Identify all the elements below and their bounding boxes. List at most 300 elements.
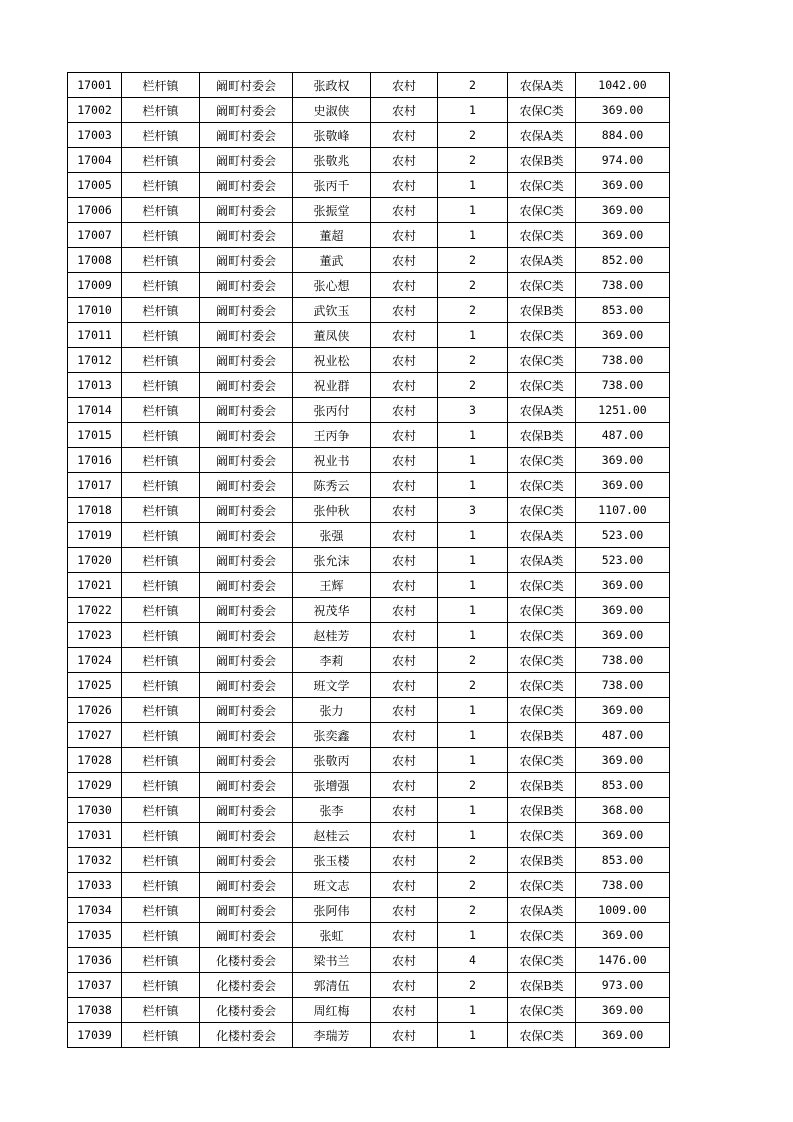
insurance-category-cell: 农保C类 <box>508 573 576 598</box>
amount-cell: 369.00 <box>576 598 670 623</box>
table-row <box>68 98 670 123</box>
row-id-cell: 17018 <box>68 498 122 523</box>
town-cell: 栏杆镇 <box>122 498 200 523</box>
row-id-cell: 17025 <box>68 673 122 698</box>
town-cell: 栏杆镇 <box>122 273 200 298</box>
town-cell: 栏杆镇 <box>122 123 200 148</box>
village-committee-cell: 阚町村委会 <box>200 148 293 173</box>
table-row <box>68 973 670 998</box>
person-name-cell: 张玉楼 <box>293 848 371 873</box>
household-count-cell: 2 <box>438 873 508 898</box>
village-committee-cell: 阚町村委会 <box>200 548 293 573</box>
household-count-cell: 2 <box>438 248 508 273</box>
person-name-cell: 张政权 <box>293 73 371 98</box>
insurance-category-cell: 农保B类 <box>508 148 576 173</box>
village-committee-cell: 阚町村委会 <box>200 273 293 298</box>
village-committee-cell: 阚町村委会 <box>200 823 293 848</box>
person-name-cell: 郭清伍 <box>293 973 371 998</box>
table-row <box>68 373 670 398</box>
residence-type-cell: 农村 <box>371 598 438 623</box>
person-name-cell: 董凤侠 <box>293 323 371 348</box>
person-name-cell: 史淑侠 <box>293 98 371 123</box>
household-count-cell: 2 <box>438 348 508 373</box>
table-row <box>68 748 670 773</box>
person-name-cell: 李莉 <box>293 648 371 673</box>
village-committee-cell: 阚町村委会 <box>200 923 293 948</box>
person-name-cell: 班文志 <box>293 873 371 898</box>
amount-cell: 369.00 <box>576 323 670 348</box>
household-count-cell: 1 <box>438 523 508 548</box>
table-row <box>68 548 670 573</box>
insurance-category-cell: 农保C类 <box>508 873 576 898</box>
amount-cell: 523.00 <box>576 548 670 573</box>
village-committee-cell: 阚町村委会 <box>200 798 293 823</box>
residence-type-cell: 农村 <box>371 848 438 873</box>
row-id-cell: 17032 <box>68 848 122 873</box>
insurance-category-cell: 农保C类 <box>508 923 576 948</box>
row-id-cell: 17008 <box>68 248 122 273</box>
row-id-cell: 17011 <box>68 323 122 348</box>
residence-type-cell: 农村 <box>371 998 438 1023</box>
residence-type-cell: 农村 <box>371 448 438 473</box>
town-cell: 栏杆镇 <box>122 573 200 598</box>
insurance-category-cell: 农保C类 <box>508 198 576 223</box>
household-count-cell: 1 <box>438 1023 508 1048</box>
residence-type-cell: 农村 <box>371 423 438 448</box>
household-count-cell: 1 <box>438 173 508 198</box>
person-name-cell: 张丙付 <box>293 398 371 423</box>
town-cell: 栏杆镇 <box>122 223 200 248</box>
row-id-cell: 17034 <box>68 898 122 923</box>
household-count-cell: 2 <box>438 773 508 798</box>
person-name-cell: 王辉 <box>293 573 371 598</box>
row-id-cell: 17030 <box>68 798 122 823</box>
table-row <box>68 898 670 923</box>
table-row <box>68 1023 670 1048</box>
amount-cell: 487.00 <box>576 423 670 448</box>
row-id-cell: 17014 <box>68 398 122 423</box>
residence-type-cell: 农村 <box>371 698 438 723</box>
town-cell: 栏杆镇 <box>122 723 200 748</box>
household-count-cell: 3 <box>438 498 508 523</box>
amount-cell: 369.00 <box>576 98 670 123</box>
amount-cell: 369.00 <box>576 448 670 473</box>
insurance-category-cell: 农保C类 <box>508 948 576 973</box>
household-count-cell: 1 <box>438 723 508 748</box>
village-committee-cell: 阚町村委会 <box>200 773 293 798</box>
person-name-cell: 张敬峰 <box>293 123 371 148</box>
amount-cell: 1476.00 <box>576 948 670 973</box>
amount-cell: 1107.00 <box>576 498 670 523</box>
amount-cell: 369.00 <box>576 198 670 223</box>
village-committee-cell: 阚町村委会 <box>200 498 293 523</box>
table-row <box>68 298 670 323</box>
row-id-cell: 17002 <box>68 98 122 123</box>
person-name-cell: 张敬兆 <box>293 148 371 173</box>
residence-type-cell: 农村 <box>371 498 438 523</box>
person-name-cell: 张奕鑫 <box>293 723 371 748</box>
insurance-category-cell: 农保C类 <box>508 498 576 523</box>
row-id-cell: 17019 <box>68 523 122 548</box>
town-cell: 栏杆镇 <box>122 373 200 398</box>
table-row <box>68 573 670 598</box>
household-count-cell: 1 <box>438 623 508 648</box>
insurance-category-cell: 农保C类 <box>508 1023 576 1048</box>
residence-type-cell: 农村 <box>371 873 438 898</box>
table-row <box>68 198 670 223</box>
table-row <box>68 348 670 373</box>
table-row <box>68 123 670 148</box>
household-count-cell: 1 <box>438 198 508 223</box>
household-count-cell: 2 <box>438 898 508 923</box>
village-committee-cell: 阚町村委会 <box>200 123 293 148</box>
table-row <box>68 398 670 423</box>
village-committee-cell: 阚町村委会 <box>200 698 293 723</box>
records-table <box>67 72 670 1048</box>
amount-cell: 369.00 <box>576 173 670 198</box>
row-id-cell: 17004 <box>68 148 122 173</box>
town-cell: 栏杆镇 <box>122 873 200 898</box>
residence-type-cell: 农村 <box>371 298 438 323</box>
household-count-cell: 2 <box>438 648 508 673</box>
household-count-cell: 1 <box>438 998 508 1023</box>
residence-type-cell: 农村 <box>371 723 438 748</box>
insurance-category-cell: 农保C类 <box>508 648 576 673</box>
amount-cell: 1251.00 <box>576 398 670 423</box>
amount-cell: 738.00 <box>576 648 670 673</box>
residence-type-cell: 农村 <box>371 223 438 248</box>
village-committee-cell: 阚町村委会 <box>200 323 293 348</box>
town-cell: 栏杆镇 <box>122 1023 200 1048</box>
row-id-cell: 17039 <box>68 1023 122 1048</box>
village-committee-cell: 阚町村委会 <box>200 898 293 923</box>
row-id-cell: 17033 <box>68 873 122 898</box>
person-name-cell: 张力 <box>293 698 371 723</box>
village-committee-cell: 阚町村委会 <box>200 873 293 898</box>
insurance-category-cell: 农保B类 <box>508 798 576 823</box>
row-id-cell: 17007 <box>68 223 122 248</box>
town-cell: 栏杆镇 <box>122 448 200 473</box>
residence-type-cell: 农村 <box>371 823 438 848</box>
household-count-cell: 1 <box>438 748 508 773</box>
amount-cell: 884.00 <box>576 123 670 148</box>
table-row <box>68 848 670 873</box>
village-committee-cell: 阚町村委会 <box>200 398 293 423</box>
person-name-cell: 梁书兰 <box>293 948 371 973</box>
household-count-cell: 1 <box>438 323 508 348</box>
insurance-category-cell: 农保B类 <box>508 773 576 798</box>
table-row <box>68 698 670 723</box>
row-id-cell: 17009 <box>68 273 122 298</box>
village-committee-cell: 阚町村委会 <box>200 523 293 548</box>
village-committee-cell: 阚町村委会 <box>200 223 293 248</box>
residence-type-cell: 农村 <box>371 573 438 598</box>
town-cell: 栏杆镇 <box>122 898 200 923</box>
person-name-cell: 张虹 <box>293 923 371 948</box>
town-cell: 栏杆镇 <box>122 673 200 698</box>
table-row <box>68 998 670 1023</box>
town-cell: 栏杆镇 <box>122 998 200 1023</box>
table-row <box>68 323 670 348</box>
residence-type-cell: 农村 <box>371 673 438 698</box>
amount-cell: 738.00 <box>576 348 670 373</box>
insurance-category-cell: 农保B类 <box>508 973 576 998</box>
row-id-cell: 17023 <box>68 623 122 648</box>
amount-cell: 853.00 <box>576 848 670 873</box>
residence-type-cell: 农村 <box>371 898 438 923</box>
village-committee-cell: 阚町村委会 <box>200 198 293 223</box>
insurance-category-cell: 农保C类 <box>508 448 576 473</box>
town-cell: 栏杆镇 <box>122 973 200 998</box>
town-cell: 栏杆镇 <box>122 623 200 648</box>
village-committee-cell: 阚町村委会 <box>200 248 293 273</box>
row-id-cell: 17021 <box>68 573 122 598</box>
household-count-cell: 2 <box>438 673 508 698</box>
village-committee-cell: 阚町村委会 <box>200 748 293 773</box>
household-count-cell: 1 <box>438 473 508 498</box>
amount-cell: 853.00 <box>576 298 670 323</box>
person-name-cell: 李瑞芳 <box>293 1023 371 1048</box>
amount-cell: 369.00 <box>576 748 670 773</box>
household-count-cell: 2 <box>438 123 508 148</box>
household-count-cell: 2 <box>438 848 508 873</box>
person-name-cell: 张敬丙 <box>293 748 371 773</box>
insurance-category-cell: 农保C类 <box>508 223 576 248</box>
amount-cell: 369.00 <box>576 698 670 723</box>
row-id-cell: 17012 <box>68 348 122 373</box>
residence-type-cell: 农村 <box>371 348 438 373</box>
village-committee-cell: 阚町村委会 <box>200 848 293 873</box>
town-cell: 栏杆镇 <box>122 598 200 623</box>
town-cell: 栏杆镇 <box>122 323 200 348</box>
insurance-category-cell: 农保C类 <box>508 823 576 848</box>
row-id-cell: 17005 <box>68 173 122 198</box>
records-body <box>68 73 670 1048</box>
residence-type-cell: 农村 <box>371 148 438 173</box>
town-cell: 栏杆镇 <box>122 248 200 273</box>
insurance-category-cell: 农保A类 <box>508 548 576 573</box>
amount-cell: 369.00 <box>576 998 670 1023</box>
amount-cell: 973.00 <box>576 973 670 998</box>
residence-type-cell: 农村 <box>371 248 438 273</box>
residence-type-cell: 农村 <box>371 473 438 498</box>
row-id-cell: 17013 <box>68 373 122 398</box>
person-name-cell: 董武 <box>293 248 371 273</box>
town-cell: 栏杆镇 <box>122 848 200 873</box>
person-name-cell: 王丙争 <box>293 423 371 448</box>
row-id-cell: 17026 <box>68 698 122 723</box>
residence-type-cell: 农村 <box>371 398 438 423</box>
insurance-category-cell: 农保C类 <box>508 323 576 348</box>
insurance-category-cell: 农保C类 <box>508 673 576 698</box>
residence-type-cell: 农村 <box>371 198 438 223</box>
amount-cell: 369.00 <box>576 573 670 598</box>
village-committee-cell: 阚町村委会 <box>200 448 293 473</box>
village-committee-cell: 化楼村委会 <box>200 973 293 998</box>
table-row <box>68 423 670 448</box>
village-committee-cell: 化楼村委会 <box>200 998 293 1023</box>
row-id-cell: 17016 <box>68 448 122 473</box>
person-name-cell: 祝茂华 <box>293 598 371 623</box>
person-name-cell: 张允沫 <box>293 548 371 573</box>
village-committee-cell: 阚町村委会 <box>200 623 293 648</box>
household-count-cell: 1 <box>438 923 508 948</box>
table-row <box>68 498 670 523</box>
insurance-category-cell: 农保B类 <box>508 423 576 448</box>
insurance-category-cell: 农保C类 <box>508 273 576 298</box>
person-name-cell: 张李 <box>293 798 371 823</box>
insurance-category-cell: 农保C类 <box>508 598 576 623</box>
household-count-cell: 1 <box>438 548 508 573</box>
town-cell: 栏杆镇 <box>122 523 200 548</box>
residence-type-cell: 农村 <box>371 623 438 648</box>
household-count-cell: 1 <box>438 698 508 723</box>
person-name-cell: 张振堂 <box>293 198 371 223</box>
row-id-cell: 17010 <box>68 298 122 323</box>
insurance-category-cell: 农保C类 <box>508 98 576 123</box>
person-name-cell: 赵桂芳 <box>293 623 371 648</box>
village-committee-cell: 阚町村委会 <box>200 573 293 598</box>
amount-cell: 369.00 <box>576 923 670 948</box>
person-name-cell: 赵桂云 <box>293 823 371 848</box>
village-committee-cell: 阚町村委会 <box>200 473 293 498</box>
residence-type-cell: 农村 <box>371 98 438 123</box>
insurance-category-cell: 农保B类 <box>508 298 576 323</box>
amount-cell: 1009.00 <box>576 898 670 923</box>
row-id-cell: 17001 <box>68 73 122 98</box>
town-cell: 栏杆镇 <box>122 98 200 123</box>
insurance-category-cell: 农保C类 <box>508 748 576 773</box>
town-cell: 栏杆镇 <box>122 198 200 223</box>
row-id-cell: 17029 <box>68 773 122 798</box>
row-id-cell: 17028 <box>68 748 122 773</box>
person-name-cell: 张心想 <box>293 273 371 298</box>
residence-type-cell: 农村 <box>371 123 438 148</box>
insurance-category-cell: 农保A类 <box>508 898 576 923</box>
residence-type-cell: 农村 <box>371 273 438 298</box>
household-count-cell: 2 <box>438 148 508 173</box>
residence-type-cell: 农村 <box>371 548 438 573</box>
row-id-cell: 17037 <box>68 973 122 998</box>
person-name-cell: 董超 <box>293 223 371 248</box>
insurance-category-cell: 农保C类 <box>508 173 576 198</box>
table-row <box>68 673 670 698</box>
household-count-cell: 3 <box>438 398 508 423</box>
table-row <box>68 273 670 298</box>
household-count-cell: 2 <box>438 298 508 323</box>
town-cell: 栏杆镇 <box>122 548 200 573</box>
row-id-cell: 17015 <box>68 423 122 448</box>
residence-type-cell: 农村 <box>371 73 438 98</box>
person-name-cell: 祝业松 <box>293 348 371 373</box>
town-cell: 栏杆镇 <box>122 298 200 323</box>
person-name-cell: 张阿伟 <box>293 898 371 923</box>
amount-cell: 853.00 <box>576 773 670 798</box>
village-committee-cell: 阚町村委会 <box>200 373 293 398</box>
row-id-cell: 17027 <box>68 723 122 748</box>
town-cell: 栏杆镇 <box>122 823 200 848</box>
insurance-category-cell: 农保A类 <box>508 248 576 273</box>
person-name-cell: 班文学 <box>293 673 371 698</box>
amount-cell: 738.00 <box>576 873 670 898</box>
town-cell: 栏杆镇 <box>122 698 200 723</box>
town-cell: 栏杆镇 <box>122 473 200 498</box>
amount-cell: 1042.00 <box>576 73 670 98</box>
village-committee-cell: 阚町村委会 <box>200 723 293 748</box>
amount-cell: 523.00 <box>576 523 670 548</box>
household-count-cell: 1 <box>438 448 508 473</box>
town-cell: 栏杆镇 <box>122 173 200 198</box>
person-name-cell: 张丙千 <box>293 173 371 198</box>
village-committee-cell: 化楼村委会 <box>200 1023 293 1048</box>
town-cell: 栏杆镇 <box>122 348 200 373</box>
amount-cell: 369.00 <box>576 823 670 848</box>
table-row <box>68 623 670 648</box>
table-row <box>68 223 670 248</box>
amount-cell: 369.00 <box>576 223 670 248</box>
town-cell: 栏杆镇 <box>122 148 200 173</box>
row-id-cell: 17017 <box>68 473 122 498</box>
amount-cell: 738.00 <box>576 673 670 698</box>
row-id-cell: 17038 <box>68 998 122 1023</box>
household-count-cell: 1 <box>438 423 508 448</box>
table-row <box>68 948 670 973</box>
village-committee-cell: 阚町村委会 <box>200 348 293 373</box>
residence-type-cell: 农村 <box>371 648 438 673</box>
row-id-cell: 17003 <box>68 123 122 148</box>
table-row <box>68 248 670 273</box>
row-id-cell: 17031 <box>68 823 122 848</box>
insurance-category-cell: 农保C类 <box>508 623 576 648</box>
household-count-cell: 1 <box>438 98 508 123</box>
person-name-cell: 祝业书 <box>293 448 371 473</box>
table-row <box>68 523 670 548</box>
insurance-category-cell: 农保A类 <box>508 73 576 98</box>
village-committee-cell: 阚町村委会 <box>200 98 293 123</box>
insurance-category-cell: 农保C类 <box>508 473 576 498</box>
person-name-cell: 张强 <box>293 523 371 548</box>
row-id-cell: 17036 <box>68 948 122 973</box>
town-cell: 栏杆镇 <box>122 748 200 773</box>
village-committee-cell: 阚町村委会 <box>200 298 293 323</box>
insurance-category-cell: 农保A类 <box>508 523 576 548</box>
table-row <box>68 173 670 198</box>
table-row <box>68 598 670 623</box>
residence-type-cell: 农村 <box>371 1023 438 1048</box>
residence-type-cell: 农村 <box>371 173 438 198</box>
household-count-cell: 1 <box>438 823 508 848</box>
town-cell: 栏杆镇 <box>122 648 200 673</box>
person-name-cell: 祝业群 <box>293 373 371 398</box>
residence-type-cell: 农村 <box>371 798 438 823</box>
table-row <box>68 448 670 473</box>
town-cell: 栏杆镇 <box>122 73 200 98</box>
household-count-cell: 1 <box>438 598 508 623</box>
insurance-category-cell: 农保B类 <box>508 723 576 748</box>
residence-type-cell: 农村 <box>371 373 438 398</box>
town-cell: 栏杆镇 <box>122 798 200 823</box>
household-count-cell: 2 <box>438 73 508 98</box>
amount-cell: 369.00 <box>576 473 670 498</box>
insurance-category-cell: 农保A类 <box>508 398 576 423</box>
town-cell: 栏杆镇 <box>122 923 200 948</box>
amount-cell: 852.00 <box>576 248 670 273</box>
household-count-cell: 4 <box>438 948 508 973</box>
residence-type-cell: 农村 <box>371 923 438 948</box>
town-cell: 栏杆镇 <box>122 398 200 423</box>
amount-cell: 974.00 <box>576 148 670 173</box>
household-count-cell: 1 <box>438 223 508 248</box>
